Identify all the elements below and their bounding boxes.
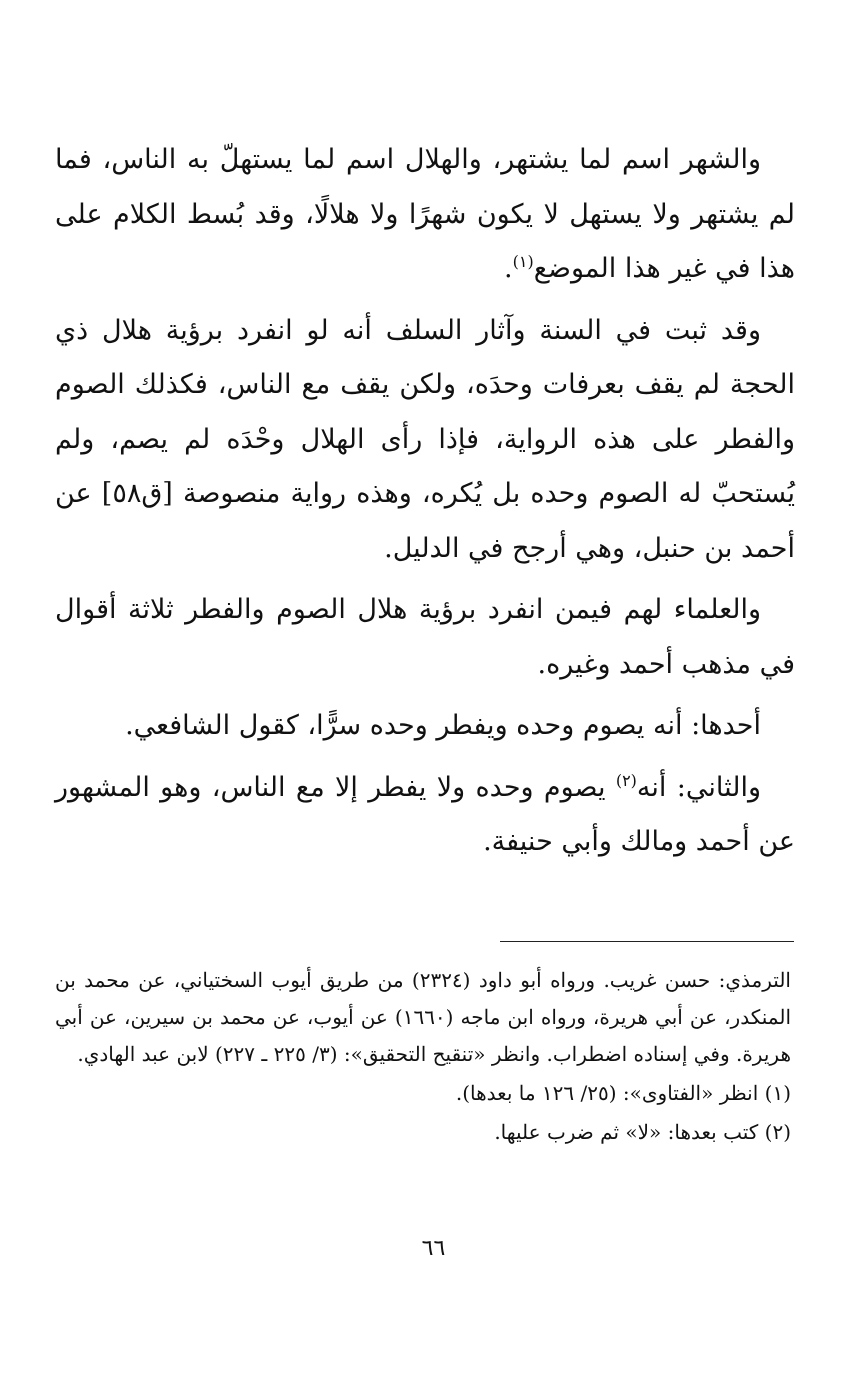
footnotes: [55, 962, 795, 1151]
footnote-separator: [500, 941, 794, 942]
paragraph-2: وقد ثبت في السنة وآثار السلف أنه لو انفرد برؤية هلال ذي الحجة لم يقف بعرفات وحدَه، ولكن يقف مع الناس، فكذلك الصوم والفطر على هذه الرواية، فإذا رأى الهلال وحْدَه لم يصم، ولم يُستحبّ له الصوم وحده بل يُكره، وهذه رواية منصوصة [ق٥٨] عن أحمد بن حنبل، وهي أرجح في الدليل.: [55, 314, 796, 564]
paragraph-5: [55, 761, 795, 870]
footnote-2: [55, 1114, 795, 1151]
footnote-ref-1: (١): [512, 252, 534, 271]
paragraph-4: أحدها: أنه يصوم وحده ويفطر وحده سرًّا، كقول الشافعي.: [125, 710, 761, 741]
paragraph-1: [55, 133, 795, 297]
main-text: [55, 133, 795, 870]
paragraph-1-end: .: [504, 253, 513, 284]
paragraph-3: والعلماء لهم فيمن انفرد برؤية هلال الصوم والفطر ثلاثة أقوال في مذهب أحمد وغيره.: [55, 594, 795, 680]
footnote-2-text: كتب بعدها: «لا» ثم ضرب عليها.: [494, 1120, 759, 1144]
page-number: ٦٦: [421, 1236, 446, 1261]
footnote-ref-2: (٢): [615, 770, 637, 790]
footnote-carryover: الترمذي: حسن غريب. ورواه أبو داود (٢٣٢٤) من طريق أيوب السختياني، عن محمد بن المنكدر، عن أبي هريرة، ورواه ابن ماجه (١٦٦٠) عن أيوب، عن محمد بن سيرين، عن أبي هريرة. وفي إسناده اضطراب. وانظر «تنقيح التحقيق»: (٣/ ٢٢٥ ـ ٢٢٧) لابن عبد الهادي.: [55, 968, 791, 1066]
paragraph-5-start: والثاني: أنه: [636, 771, 761, 803]
footnote-1-text: انظر «الفتاوى»: (٢٥/ ١٢٦ ما بعدها).: [455, 1081, 759, 1105]
footnote-1: [55, 1075, 795, 1112]
footnote-1-marker: (١): [764, 1081, 791, 1105]
paragraph-1-text: والشهر اسم لما يشتهر، والهلال اسم لما يستهلّ به الناس، فما لم يشتهر ولا يستهل لا يكون شهرًا ولا هلالًا، وقد بُسط الكلام على هذا في غير هذا الموضع: [55, 144, 795, 284]
footnote-2-marker: (٢): [764, 1120, 791, 1144]
paragraph-5-text: يصوم وحده ولا يفطر إلا مع الناس، وهو المشهور عن أحمد ومالك وأبي حنيفة.: [55, 771, 795, 857]
